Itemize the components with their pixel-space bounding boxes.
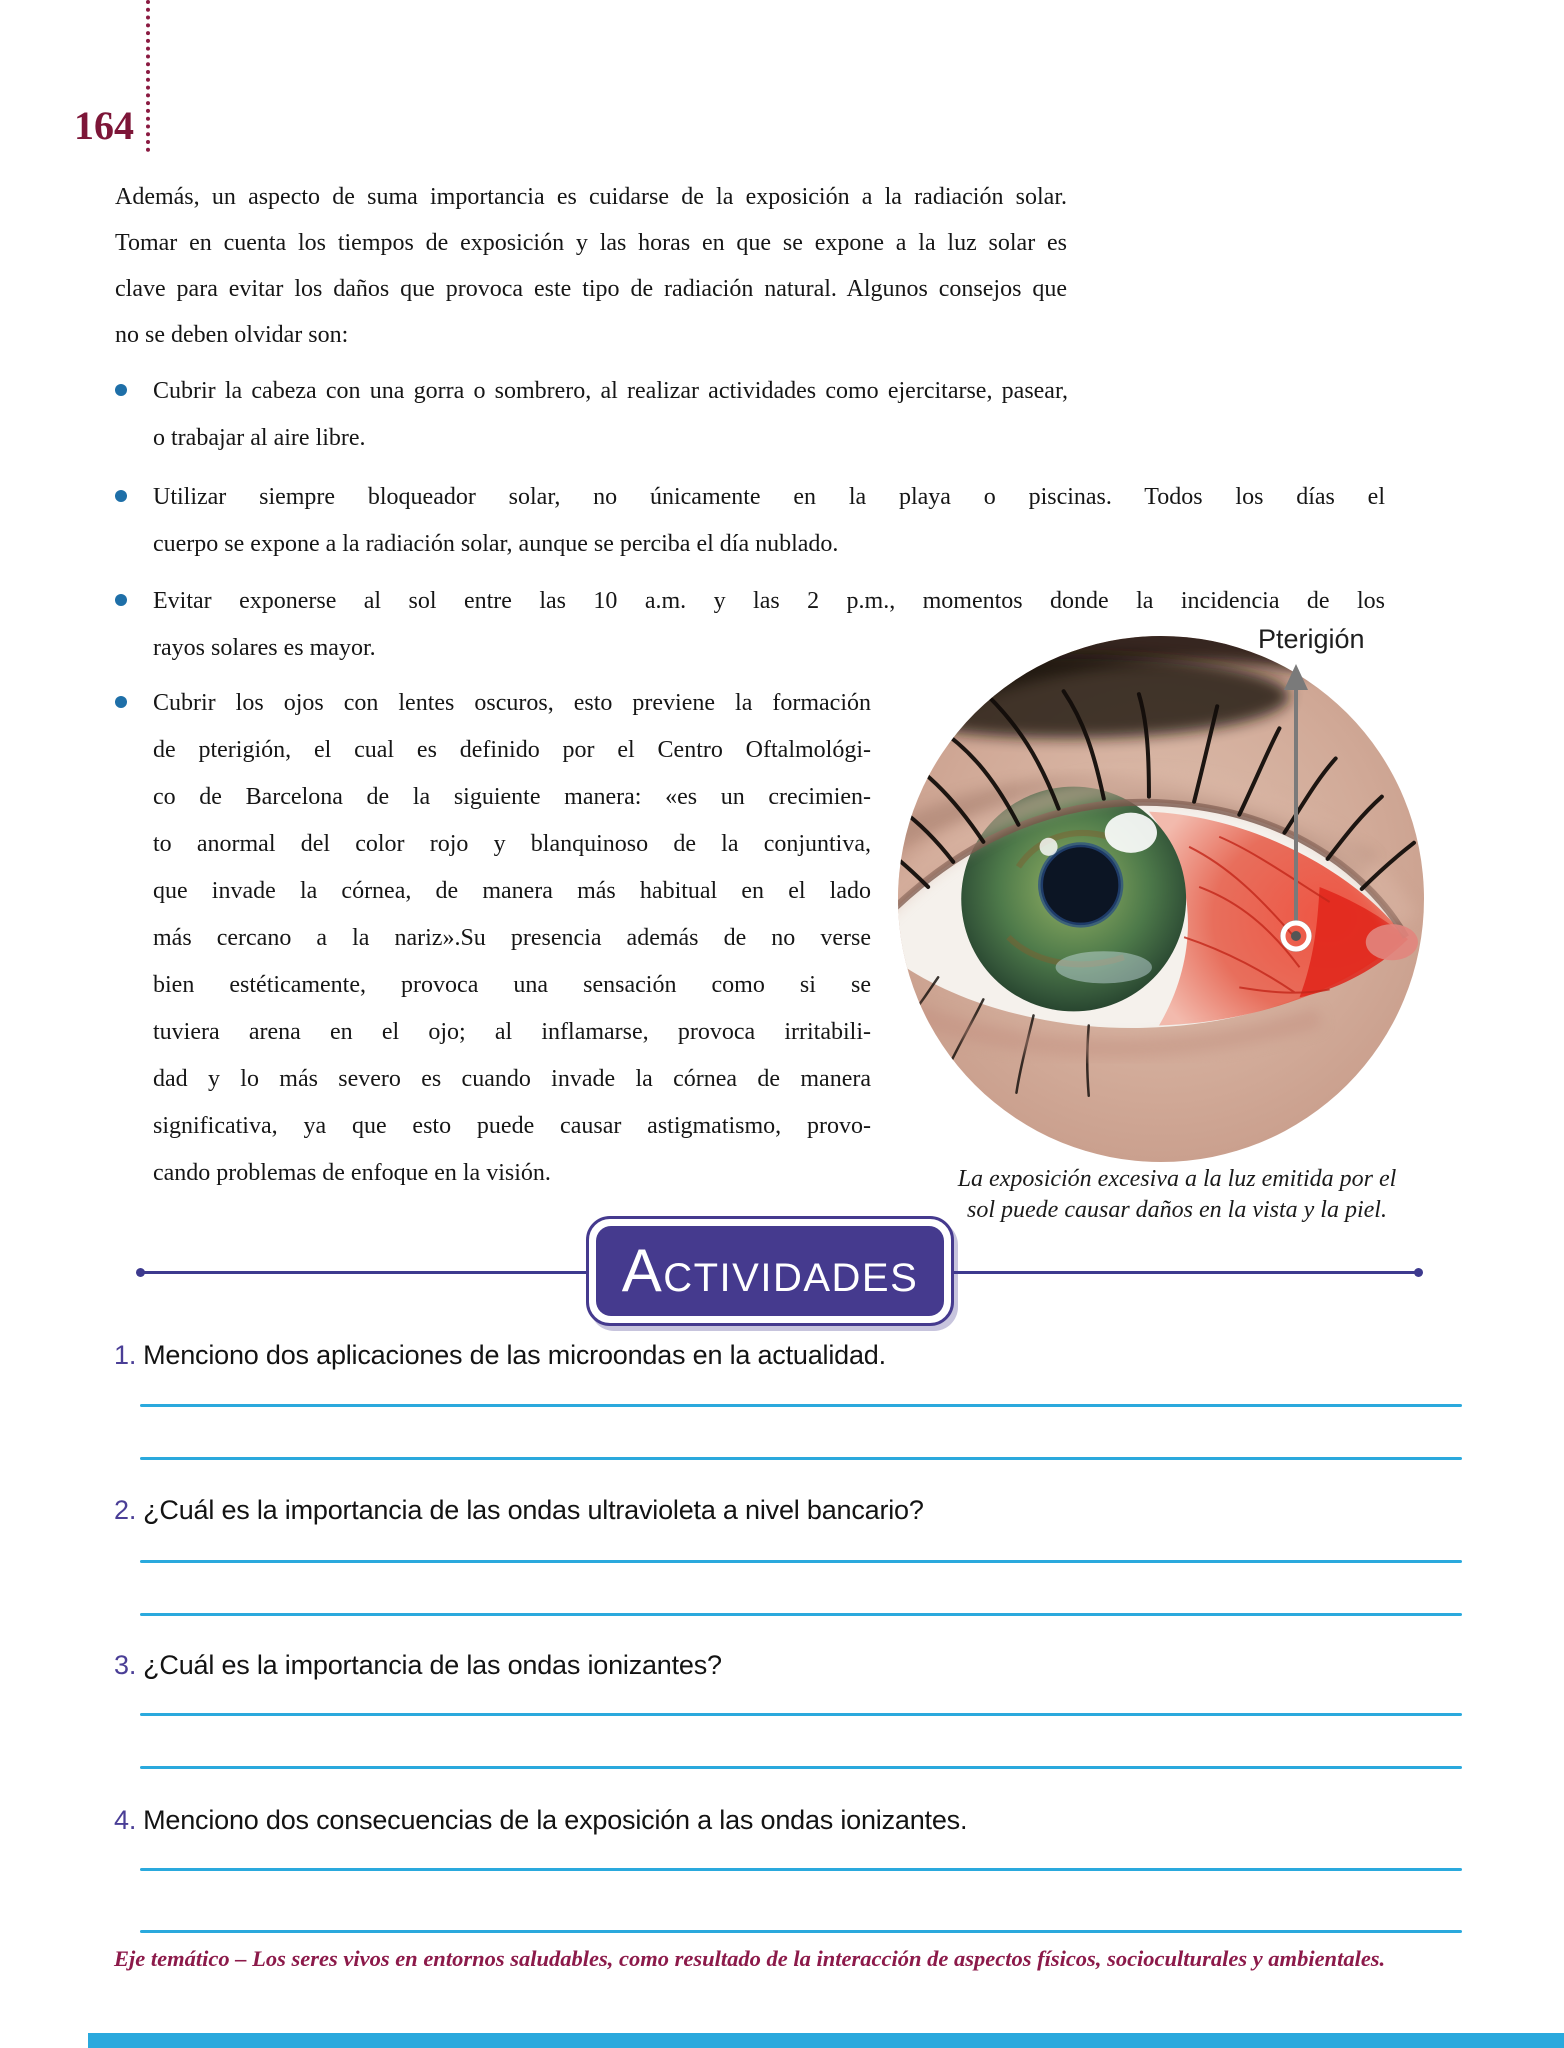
actividades-banner bbox=[586, 1216, 954, 1326]
answer-line bbox=[140, 1930, 1462, 1933]
question-3 bbox=[114, 1650, 722, 1681]
answer-line bbox=[140, 1766, 1462, 1769]
bullet-item bbox=[115, 680, 871, 1197]
callout-arrow-icon bbox=[1272, 664, 1320, 960]
bullet-icon bbox=[115, 384, 127, 396]
intro-paragraph: Además, un aspecto de suma importancia es cuidarse de la exposición a la radiación solar. Tomar en cuenta los tiempos de exposición y las horas en que se expone a la luz solar es clave para evitar los daños que provoca este tipo de radiación natural. Algunos consejos que no se deben olvidar son: bbox=[115, 184, 1067, 348]
bullet-icon bbox=[115, 490, 127, 502]
footer-theme-line: Eje temático – Los seres vivos en entornos saludables, como resultado de la interacción de aspectos físicos, socioculturales y ambientales. bbox=[114, 1946, 1386, 1971]
question-number: 4. bbox=[114, 1805, 137, 1835]
page-number: 164 bbox=[74, 103, 134, 148]
question-1 bbox=[114, 1340, 886, 1371]
question-number: 1. bbox=[114, 1340, 137, 1370]
bullet-icon bbox=[115, 594, 127, 606]
question-4 bbox=[114, 1805, 967, 1836]
rule-dot-icon bbox=[136, 1268, 145, 1277]
answer-line bbox=[140, 1713, 1462, 1716]
margin-dotted-rule bbox=[146, 0, 150, 152]
figure-caption: La exposición excesiva a la luz emitida por el sol puede causar daños en la vista y la piel. bbox=[957, 1166, 1397, 1223]
bottom-accent-bar bbox=[88, 2033, 1564, 2048]
answer-line bbox=[140, 1613, 1462, 1616]
answer-line bbox=[140, 1404, 1462, 1407]
question-2 bbox=[114, 1495, 924, 1526]
question-text: ¿Cuál es la importancia de las ondas ionizantes? bbox=[143, 1650, 722, 1680]
actividades-banner-inner bbox=[596, 1226, 944, 1316]
bullet-item bbox=[115, 474, 1385, 568]
bullet-icon bbox=[115, 696, 127, 708]
answer-line bbox=[140, 1560, 1462, 1563]
figure-label: Pterigión bbox=[1258, 624, 1365, 654]
question-text: ¿Cuál es la importancia de las ondas ultravioleta a nivel bancario? bbox=[143, 1495, 924, 1525]
question-number: 2. bbox=[114, 1495, 137, 1525]
answer-line bbox=[140, 1457, 1462, 1460]
bullet-item bbox=[115, 368, 1068, 462]
eye-photo bbox=[898, 636, 1424, 1162]
question-text: Menciono dos consecuencias de la exposición a las ondas ionizantes. bbox=[143, 1805, 968, 1835]
question-text: Menciono dos aplicaciones de las microondas en la actualidad. bbox=[143, 1340, 886, 1370]
bullet-text: Cubrir la cabeza con una gorra o sombrero, al realizar actividades como ejercitarse, pasear, o trabajar al aire libre. bbox=[153, 378, 1068, 451]
bullet-text: Cubrir los ojos con lentes oscuros, esto previene la formación de pterigión, el cual es definido por el Centro Oftalmológi- co de Barcelona de la siguiente manera: «es un crecimien- to anormal del color rojo y blanquinoso de la conjuntiva, que invade la córnea, de manera más habitual en el lado más cercano a la nariz».Su presencia además de no verse bien estéticamente, provoca una sensación como si se tuviera arena en el ojo; al inflamarse, provoca irritabili- dad y lo más severo es cuando invade la córnea de manera significativa, ya que esto puede causar astigmatismo, provo- cando problemas de enfoque en la visión. bbox=[153, 690, 871, 1186]
rule-dot-icon bbox=[1414, 1268, 1423, 1277]
actividades-banner-label: ACTIVIDADES bbox=[621, 1237, 919, 1304]
answer-line bbox=[140, 1868, 1462, 1871]
question-number: 3. bbox=[114, 1650, 137, 1680]
bullet-text: Utilizar siempre bloqueador solar, no únicamente en la playa o piscinas. Todos los días el cuerpo se expone a la radiación solar, aunque se perciba el día nublado. bbox=[153, 484, 1385, 557]
bullet-text: Evitar exponerse al sol entre las 10 a.m. y las 2 p.m., momentos donde la incidencia de los rayos solares es mayor. bbox=[153, 588, 1385, 661]
